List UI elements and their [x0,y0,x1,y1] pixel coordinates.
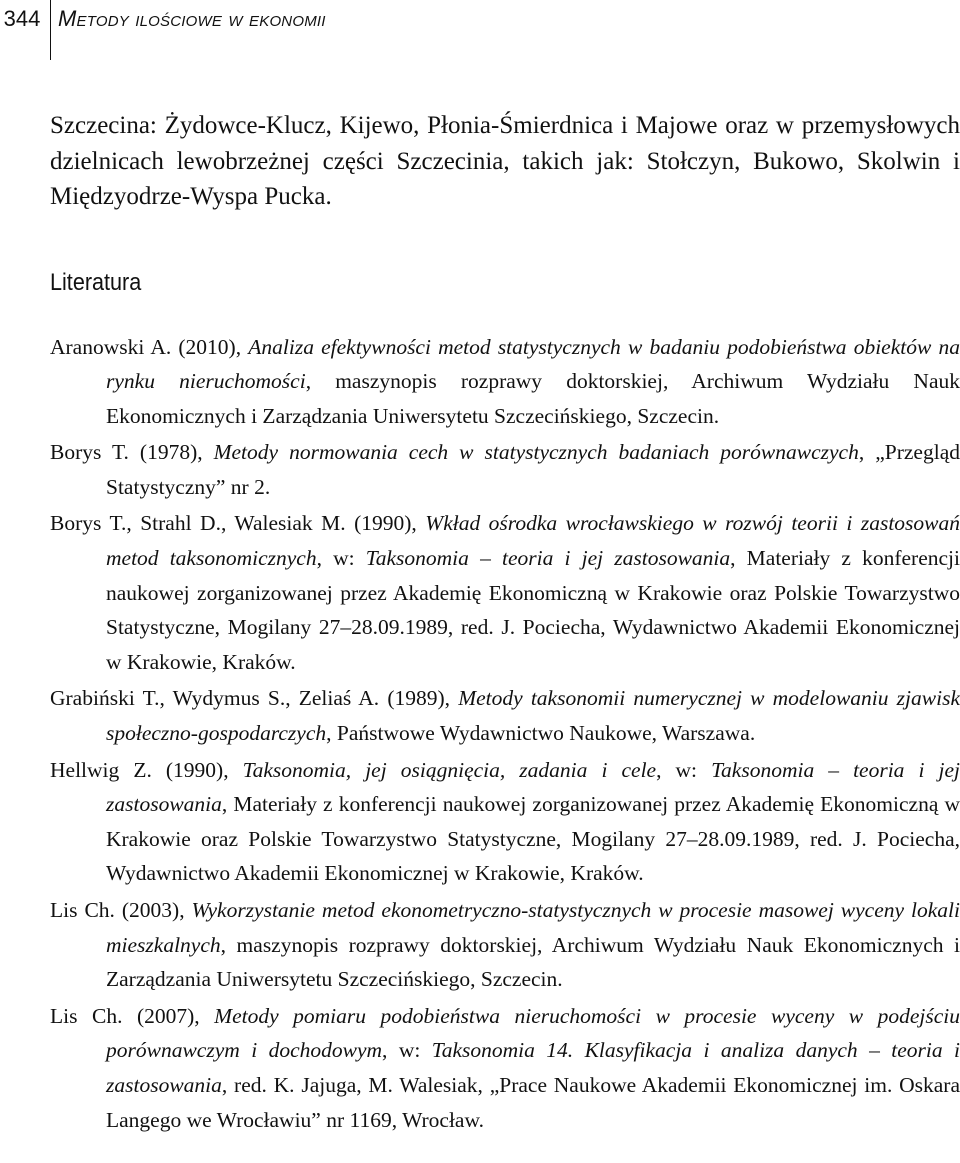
reference-entry [50,753,960,891]
reference-title: Taksonomia 14. Klasyfikacja i analiza danych – teoria i zastosowania [106,1038,960,1097]
reference-text: Grabiński T., Wydymus S., Zeliaś A. (1989), [50,686,459,711]
reference-text: , Państwowe Wydawnictwo Naukowe, Warszawa. [326,721,756,746]
reference-text: , w: [382,1038,432,1063]
reference-entry [50,681,960,750]
reference-entry [50,330,960,434]
running-title: Metody ilościowe w ekonomii [58,6,326,31]
reference-entry [50,506,960,679]
reference-title: Metody taksonomii numerycznej w modelowaniu zjawisk społeczno-gospodarczych [106,686,960,746]
reference-text: Lis Ch. (2007), [50,1003,215,1028]
reference-text: Borys T. (1978), [50,440,214,465]
page-number: 344 [3,6,41,31]
header-divider [50,0,51,60]
reference-title: Taksonomia, jej osiągnięcia, zadania i cele [242,757,657,782]
reference-title: Metody pomiaru podobieństwa nieruchomości w procesie wyceny w podejściu porównawczym i dochodowym [106,1003,960,1063]
reference-text: , Materiały z konferencji naukowej zorganizowanej przez Akademię Ekonomiczną w Krakowie oraz Polskie Towarzystwo Statystyczne, Mogilany 27–28.09.1989, red. J. Pociecha, Wydawnictwo Akademii Ekonomicznej w Krakowie, Kraków. [106,546,960,674]
reference-entry [50,435,960,504]
reference-text: , Materiały z konferencji naukowej zorganizowanej przez Akademię Ekonomiczną w Krakowie oraz Polskie Towarzystwo Statystyczne, Mogilany 27–28.09.1989, red. J. Pociecha, Wydawnictwo Akademii Ekonomicznej w Krakowie, Kraków. [106,792,960,886]
reference-text: Aranowski A. (2010), [50,334,249,359]
intro-paragraph: Szczecina: Żydowce-Klucz, Kijewo, Płonia-Śmierdnica i Majowe oraz w przemysłowych dzielnicach lewobrzeżnej części Szczecinia, takich jak: Stołczyn, Bukowo, Skolwin i Międzyodrze-Wyspa Pucka. [50,112,960,210]
reference-text: , maszynopis rozprawy doktorskiej, Archiwum Wydziału Nauk Ekonomicznych i Zarządzania Uniwersytetu Szczecińskiego, Szczecin. [106,932,960,992]
reference-text: Borys T., Strahl D., Walesiak M. (1990), [50,511,426,536]
reference-title: Wykorzystanie metod ekonometryczno-statystycznych w procesie masowej wyceny lokali mieszkalnych [106,898,960,957]
reference-entry [50,893,960,997]
reference-title: Taksonomia – teoria i jej zastosowania [106,757,960,817]
reference-text: , red. K. Jajuga, M. Walesiak, „Prace Naukowe Akademii Ekonomicznej im. Oskara Langego we Wrocławiu” nr 1169, Wrocław. [106,1072,960,1132]
reference-text: , „Przegląd Statystyczny” nr 2. [106,440,960,499]
reference-text: , w: [656,757,712,782]
reference-list [50,330,960,1138]
reference-entry [50,999,960,1137]
reference-text: , maszynopis rozprawy doktorskiej, Archiwum Wydziału Nauk Ekonomicznych i Zarządzania Uniwersytetu Szczecińskiego, Szczecin. [106,369,960,428]
section-heading: Literatura [50,268,142,296]
reference-title: Analiza efektywności metod statystycznych w badaniu podobieństwa obiektów na rynku nieruchomości [106,334,960,394]
page-header [0,0,960,60]
reference-text: Lis Ch. (2003), [50,898,192,922]
reference-text: Hellwig Z. (1990), [50,757,243,782]
reference-title: Wkład ośrodka wrocławskiego w rozwój teorii i zastosowań metod taksonomicznych [106,511,960,571]
page-body [50,108,960,1139]
reference-title: Taksonomia – teoria i jej zastosowania [365,546,731,571]
reference-text: , w: [316,546,366,571]
reference-title: Metody normowania cech w statystycznych badaniach porównawczych [213,440,859,465]
